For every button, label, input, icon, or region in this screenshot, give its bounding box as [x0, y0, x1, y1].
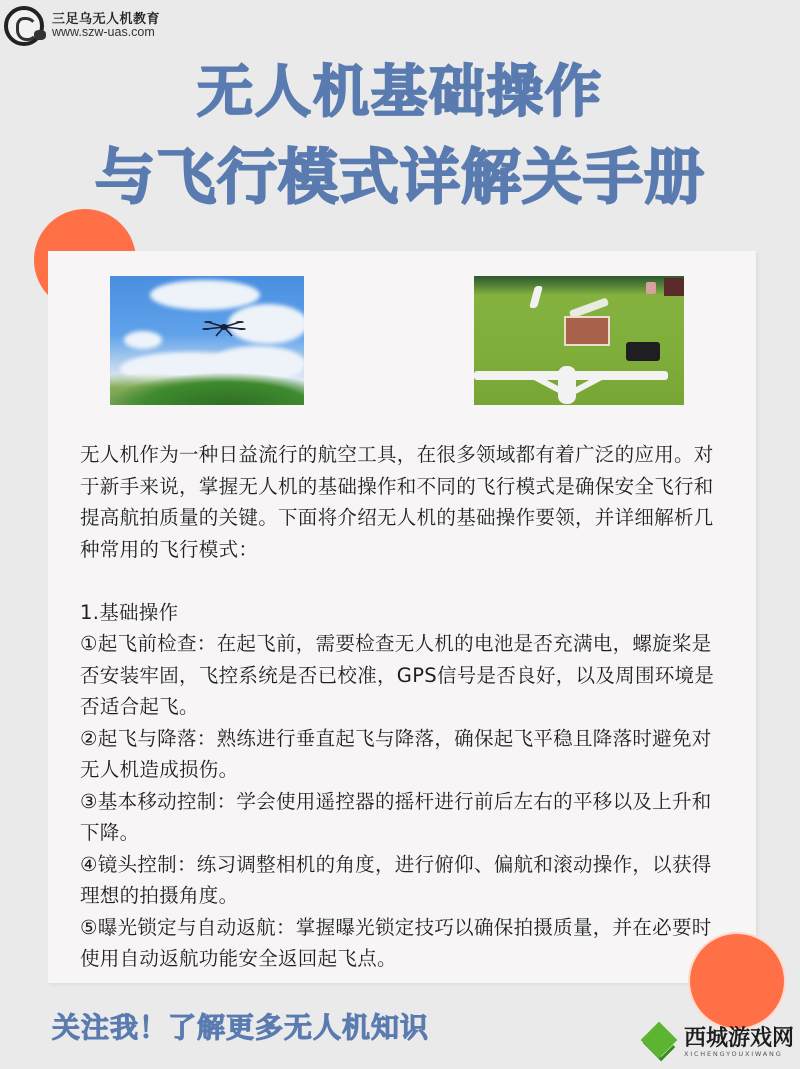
watermark-name: 西城游戏网 [684, 1024, 795, 1051]
brand-header [4, 6, 160, 46]
list-item: ①起飞前检查：在起飞前，需要检查无人机的电池是否充满电，螺旋桨是否安装牢固，飞控系统是否已校准，GPS信号是否良好，以及周围环境是否适合起飞。 [80, 632, 715, 718]
decorative-orange-circle-bottom [690, 934, 784, 1028]
page-title-line-1: 无人机基础操作 [197, 60, 603, 125]
list-item: ③基本移动控制：学会使用遥控器的摇杆进行前后左右的平移以及上升和下降。 [80, 789, 712, 844]
article-body [80, 439, 730, 975]
list-item: ④镜头控制：练习调整相机的角度，进行俯仰、偏航和滚动操作，以获得理想的拍摄角度。 [80, 852, 712, 907]
follow-call-to-action: 关注我！了解更多无人机知识 [52, 1011, 430, 1044]
drone-in-sky-photo [110, 276, 304, 405]
page-title-line-2: 与飞行模式详解关手册 [95, 143, 705, 213]
watermark-logo-icon [642, 1025, 678, 1059]
section-heading: 1.基础操作 [80, 600, 179, 624]
brand-text [52, 13, 160, 40]
list-item: ②起飞与降落：熟练进行垂直起飞与降落，确保起飞平稳且降落时避免对无人机造成损伤。 [80, 726, 712, 781]
list-item: ⑤曝光锁定与自动返航：掌握曝光锁定技巧以确保拍摄质量，并在必要时使用自动返航功能安全返回起飞点。 [80, 915, 712, 970]
watermark [642, 1025, 794, 1059]
drone-icon [202, 318, 246, 340]
brand-url: www.szw-uas.com [52, 25, 155, 40]
brand-name: 三足乌无人机教育 [52, 11, 161, 27]
watermark-subtitle: XICHENGYOUXIWANG [684, 1049, 783, 1058]
fixed-wing-drones-on-grass-photo [474, 276, 684, 405]
brand-logo-icon [4, 6, 44, 46]
intro-paragraph: 无人机作为一种日益流行的航空工具，在很多领域都有着广泛的应用。对于新手来说，掌握无人机的基础操作和不同的飞行模式是确保安全飞行和提高航拍质量的关键。下面将介绍无人机的基础操作要领，并详细解析几种常用的飞行模式： [80, 443, 714, 561]
content-card [48, 251, 756, 983]
